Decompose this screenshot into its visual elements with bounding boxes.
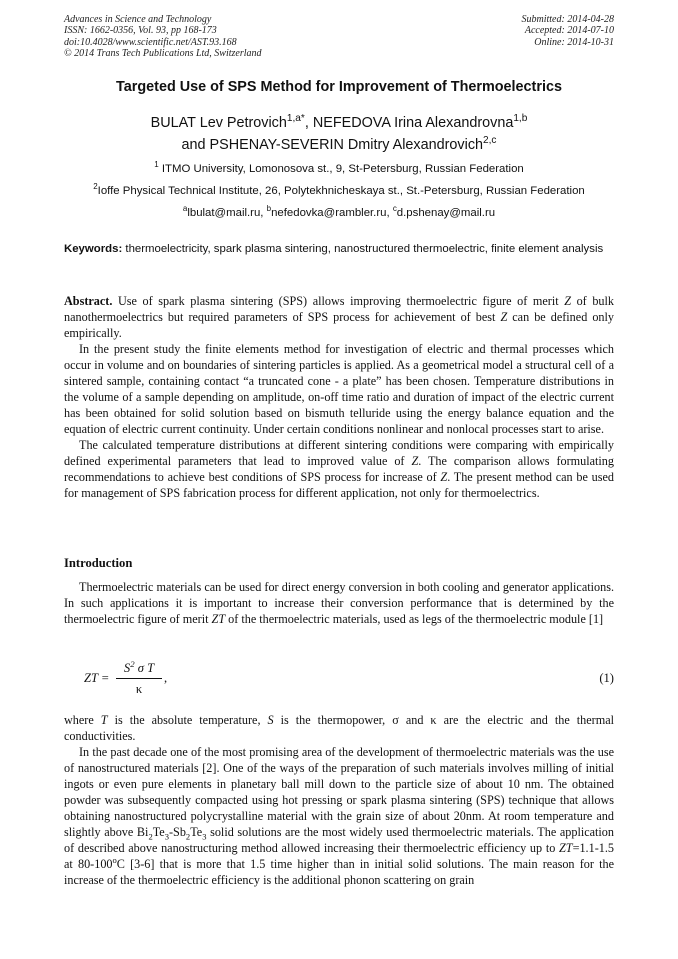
exponent: 2 xyxy=(130,658,135,669)
abstract-text: Use of spark plasma sintering (SPS) allows improving thermoelectric figure of merit xyxy=(112,294,565,308)
date-accepted: Accepted: 2014-07-10 xyxy=(524,25,614,37)
author-2: NEFEDOVA Irina Alexandrovna xyxy=(312,115,514,131)
subscript: 3 xyxy=(164,831,169,842)
affiliation-2-mark: 2 xyxy=(93,182,98,192)
subscript: 2 xyxy=(148,831,153,842)
abstract-text: . The present method can be used for management of SPS fabrication process for different application, not only for thermoelectrics. xyxy=(64,470,615,500)
author-1-affil: 1,a* xyxy=(286,113,305,125)
subscript: 2 xyxy=(185,831,191,842)
body-text: In the past decade one of the most promising area of the development of thermoelectric materials was the use of nanostructured materials [2]. One of the ways of the preparation of such materials involves milling of initial ingots or even pure elements in planetary ball mill down to the particle size of about 10 nm. The obtained powder was subsequently compacted using hot pressing or spark plasma sintering (SPS) technique that allows obtaining nanostructured polycrystalline material with the grain size of about 20nm. At room temperature and slightly above Bi xyxy=(64,745,614,839)
affiliation-2-text: Ioffe Physical Technical Institute, 26, Polytekhnicheskaya st., St.-Petersburg, Russian Federation xyxy=(97,185,585,197)
keywords-text: thermoelectricity, spark plasma sintering, nanostructured thermoelectric, finite element analysis xyxy=(122,243,604,255)
symbol-z: Z xyxy=(411,454,419,468)
author-3: PSHENAY-SEVERIN Dmitry Alexandrovich xyxy=(209,137,484,153)
abstract-paragraph-3 xyxy=(64,437,614,501)
journal-copyright: © 2014 Trans Tech Publications Ltd, Switzerland xyxy=(64,47,262,59)
body-text: =1.1-1.5 at 80-100 xyxy=(64,841,614,871)
formula-part: Te xyxy=(152,825,165,839)
author-emails xyxy=(0,204,678,219)
equation-comma: , xyxy=(164,671,168,685)
formula-part: -Sb xyxy=(168,825,186,839)
abstract-text: can be defined only empirically. xyxy=(64,310,614,340)
author-line-1 xyxy=(0,115,678,131)
affiliation-1-mark: 1 xyxy=(154,160,159,170)
post-equation-paragraph-2 xyxy=(64,744,614,888)
numerator-rest: σ T xyxy=(134,661,155,675)
journal-header-left xyxy=(64,14,262,59)
subscript: 3 xyxy=(202,831,207,842)
email-c-mark: c xyxy=(392,204,397,214)
formula-part: Te xyxy=(190,825,203,839)
email-a-mark: a xyxy=(182,204,188,214)
body-text: Thermoelectric materials can be used for direct energy conversion in both cooling and generator applications. In such applications it is important to increase their conversion performance that is determined by the thermoelectric figure of merit xyxy=(64,580,614,626)
author-1: BULAT Lev Petrovich xyxy=(150,115,287,131)
paper-title: Targeted Use of SPS Method for Improvement of Thermoelectrics xyxy=(116,79,562,95)
symbol-z: Z xyxy=(500,310,508,324)
equation-1 xyxy=(84,660,614,700)
email-b-mark: b xyxy=(266,204,272,214)
keywords xyxy=(64,242,614,256)
abstract-label: Abstract. xyxy=(64,294,113,308)
author-line-2 xyxy=(0,137,678,153)
section-heading-introduction: Introduction xyxy=(64,556,133,570)
equation-denominator: κ xyxy=(135,682,143,696)
body-text: C [3-6] that is more that 1.5 time higher than in initial solid solutions. The main reason for the increase of the thermoelectric efficiency is the additional phonon scattering on grain xyxy=(64,857,614,887)
body-text: is the absolute temperature, xyxy=(107,713,268,727)
date-submitted: Submitted: 2014-04-28 xyxy=(521,14,614,25)
equation-fraction xyxy=(116,660,162,697)
author-and: and xyxy=(181,137,210,153)
symbol-t: T xyxy=(100,713,108,727)
journal-name: Advances in Science and Technology xyxy=(64,14,212,25)
equation-lhs: ZT = xyxy=(84,671,110,685)
body-text: where xyxy=(64,713,101,727)
symbol-zt: ZT xyxy=(559,841,573,855)
abstract-text: . The comparison allows formulating recommendations to achieve best conditions of SPS process for increase of xyxy=(64,454,614,484)
keywords-label: Keywords: xyxy=(64,243,123,255)
author-3-affil: 2,c xyxy=(483,135,497,147)
abstract-text: The calculated temperature distributions at different sintering conditions were comparing with empirically defined experimental parameters that lead to improved value of xyxy=(64,438,614,468)
introduction-body xyxy=(64,579,614,627)
author-2-affil: 1,b xyxy=(513,113,528,125)
abstract-paragraph-2: In the present study the finite elements method for investigation of electric and thermal processes which occur in volume and on boundaries of sintering particles is applied. As a geometrical model a structural cell of a sintered sample, containing contact “a truncated cone - a plate” has been chosen. Temperature distributions in the volume of a sample depending on amplitude, on-off time ratio and duration of impact of the electric current has been obtained for solid solution based on bismuth telluride using the energy balance equation and the equation of electric current continuity. Under certain conditions nonlinear and nonlocal processes start to arise. xyxy=(64,342,614,436)
introduction-paragraph-1 xyxy=(64,579,614,627)
abstract-text: of bulk nanothermoelectrics but required parameters of SPS process for achievement of best xyxy=(64,294,614,324)
journal-doi: doi:10.4028/www.scientific.net/AST.93.168 xyxy=(64,36,237,48)
email-c[interactable]: d.pshenay@mail.ru xyxy=(396,207,496,219)
abstract-paragraph-1 xyxy=(64,293,614,341)
symbol-s: S xyxy=(123,661,131,675)
symbol-z: Z xyxy=(564,294,571,308)
affiliation-2 xyxy=(0,182,678,197)
symbol-z: Z xyxy=(440,470,448,484)
body-text: solid solutions are the most widely used thermoelectric materials. The application of described above nanostructuring method allowed increasing their thermoelectric efficiency up to xyxy=(64,825,614,855)
date-online: Online: 2014-10-31 xyxy=(534,36,614,48)
affiliation-1 xyxy=(0,160,678,175)
email-a[interactable]: lbulat@mail.ru, xyxy=(187,207,267,219)
symbol-s: S xyxy=(267,713,274,727)
equation-numerator xyxy=(116,660,162,677)
fraction-bar xyxy=(116,678,162,679)
post-equation-body xyxy=(64,712,614,888)
journal-header-right xyxy=(522,14,615,48)
author-separator: , xyxy=(304,115,313,131)
equation-number: (1) xyxy=(599,671,614,685)
email-b[interactable]: nefedovka@rambler.ru, xyxy=(271,207,393,219)
affiliation-1-text: ITMO University, Lomonosova st., 9, St-Petersburg, Russian Federation xyxy=(158,163,524,175)
symbol-zt: ZT xyxy=(211,612,226,626)
body-text: of the thermoelectric materials, used as legs of the thermoelectric module [1] xyxy=(225,612,604,626)
body-text: is the thermopower, σ and κ are the electric and the thermal conductivities. xyxy=(64,713,614,743)
journal-issn: ISSN: 1662-0356, Vol. 93, pp 168-173 xyxy=(64,25,217,37)
post-equation-paragraph-1 xyxy=(64,712,614,744)
degree-mark: o xyxy=(112,854,117,865)
abstract xyxy=(64,293,614,501)
